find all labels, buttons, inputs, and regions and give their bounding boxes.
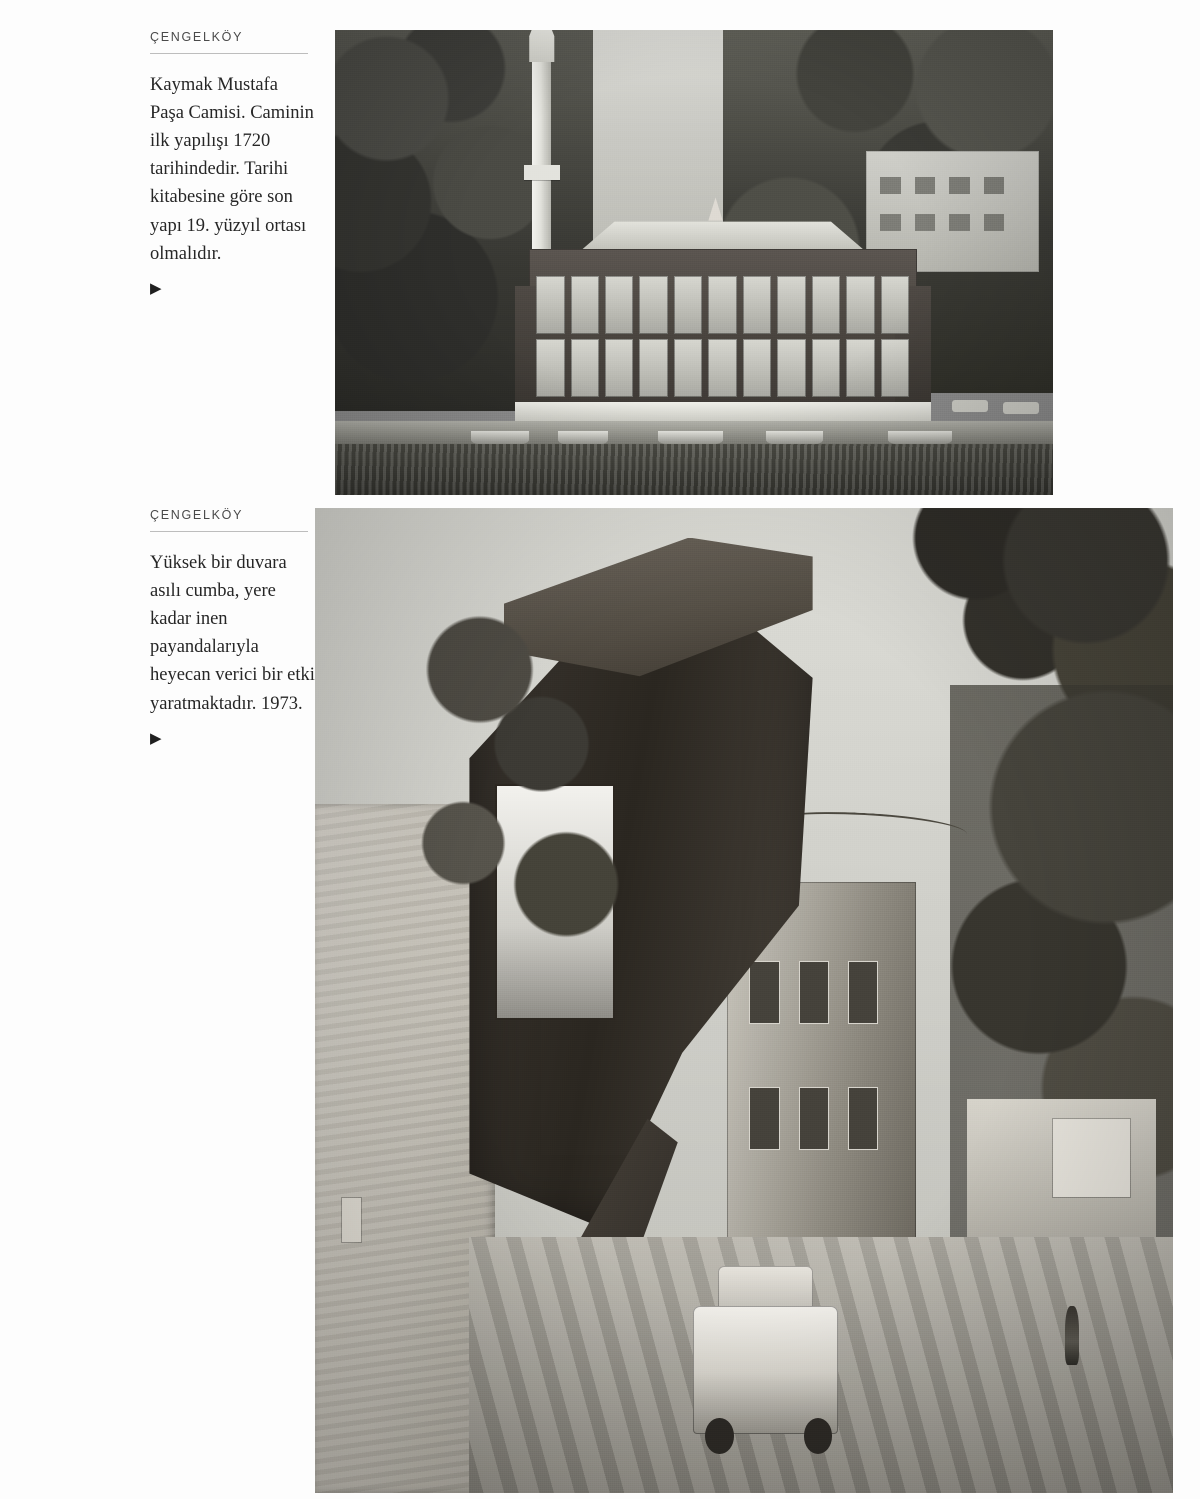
parked-sedan bbox=[693, 1306, 839, 1434]
wall-sign bbox=[342, 1198, 361, 1242]
pedestrian bbox=[1065, 1306, 1079, 1365]
triangle-marker-icon: ▶ bbox=[150, 730, 162, 747]
water-region bbox=[335, 444, 1053, 495]
wall-poster bbox=[1053, 1119, 1130, 1198]
triangle-marker-icon: ▶ bbox=[150, 280, 162, 297]
parked-car bbox=[1003, 402, 1039, 414]
car-wheel bbox=[804, 1418, 832, 1453]
minaret-balcony bbox=[524, 165, 560, 180]
street-cumba-photograph bbox=[315, 508, 1173, 1493]
caption-column bbox=[0, 30, 335, 495]
entry-block bbox=[0, 508, 1173, 1493]
climbing-foliage bbox=[418, 587, 624, 1001]
caption-text: Kaymak Mustafa Paşa Camisi. Caminin ilk yapılışı 1720 tarihindedir. Tarihi kitabesine göre son yapı 19. yüzyıl ortası olmalıdır. bbox=[150, 75, 314, 264]
section-kicker: ÇENGELKÖY bbox=[150, 508, 308, 532]
car-wheel bbox=[705, 1418, 733, 1453]
section-kicker: ÇENGELKÖY bbox=[150, 30, 308, 54]
mosque-window-grid bbox=[536, 276, 909, 397]
mosque-waterfront-photograph bbox=[335, 30, 1053, 495]
caption-column bbox=[0, 508, 315, 1493]
parked-car bbox=[952, 400, 988, 412]
entry-block bbox=[0, 30, 1053, 495]
caption-text: Yüksek bir duvara asılı cumba, yere kadar inen payandalarıyla heyecan verici bir etki yaratmaktadır. 1973. bbox=[150, 553, 315, 714]
